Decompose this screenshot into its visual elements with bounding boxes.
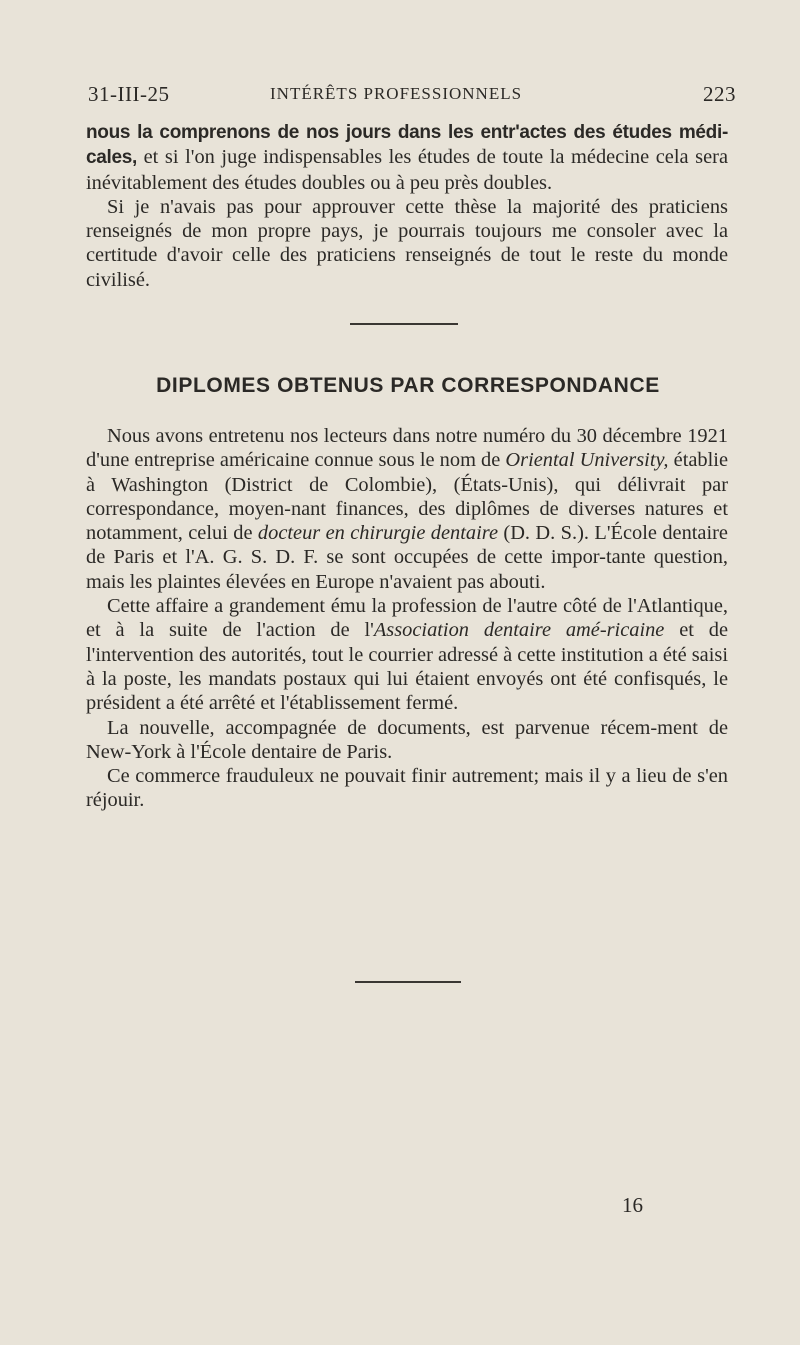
p1-italic-oriental-university: Oriental University, [505,449,669,472]
p1-italic-docteur: docteur en chirurgie dentaire [257,522,498,545]
section-divider-top [350,323,458,325]
header-date: 31-III-25 [88,82,170,106]
section-paragraph-3: La nouvelle, accompagnée de documents, est parvenue récem-ment de New-York à l'École dentaire de Paris. [86,716,728,763]
section-divider-bottom [355,981,461,983]
signature-mark: 16 [622,1193,643,1217]
continuation-paragraph-2: Si je n'avais pas pour approuver cette thèse la majorité des praticiens renseignés de mon propre pays, je pourrais toujours me consoler avec la certitude d'avoir celle des praticiens renseignés de tout le reste du monde civilisé. [86,195,728,291]
section-paragraph-4: Ce commerce frauduleux ne pouvait finir autrement; mais il y a lieu de s'en réjouir. [86,765,728,812]
p2-text-b: et de l'intervention des autorités, tout le courrier adressé à cette institution a été saisi à la poste, les mandats postaux qui lui étaient envoyés ont été confisqués, le président a été arrêté et l'établissement fermé. [86,619,729,715]
running-header [88,82,736,112]
section-body [86,424,728,813]
section-paragraph-1 [86,424,728,594]
continuation-paragraph-1 [86,120,728,195]
continuation-text [86,120,728,292]
header-running-title: INTÉRÊTS PROFESSIONNELS [270,84,523,103]
p1-text-b: établie à Washington (District de Colombie), (États-Unis), qui délivrait par correspondance, moyen-nant finances, des diplômes de diverses natures et notamment, celui de [86,449,728,545]
section-title: DIPLOMES OBTENUS PAR CORRESPONDANCE [156,374,660,397]
section-paragraph-2 [86,594,728,715]
p1-text-a: Nous avons entretenu nos lecteurs dans notre numéro du 30 décembre 1921 d'une entreprise américaine connue sous le nom de [86,425,728,472]
p2-italic-association: Association dentaire amé-ricaine [373,619,665,642]
continuation-rest: et si l'on juge indispensables les études de toute la médecine cela sera inévitablement des études doubles ou à peu près doubles. [86,146,728,194]
header-page-number: 223 [703,82,736,106]
bold-lead: nous la comprenons de nos jours dans les entr'actes des études médi-cales, [86,122,728,169]
p1-text-c: (D. D. S.). L'École dentaire de Paris et l'A. G. S. D. F. se sont occupées de cette impor-tante question, mais les plaintes élevées en Europe n'avaient pas abouti. [86,522,728,593]
p2-text-a: Cette affaire a grandement ému la profession de l'autre côté de l'Atlantique, et à la suite de l'action de l' [86,595,728,642]
